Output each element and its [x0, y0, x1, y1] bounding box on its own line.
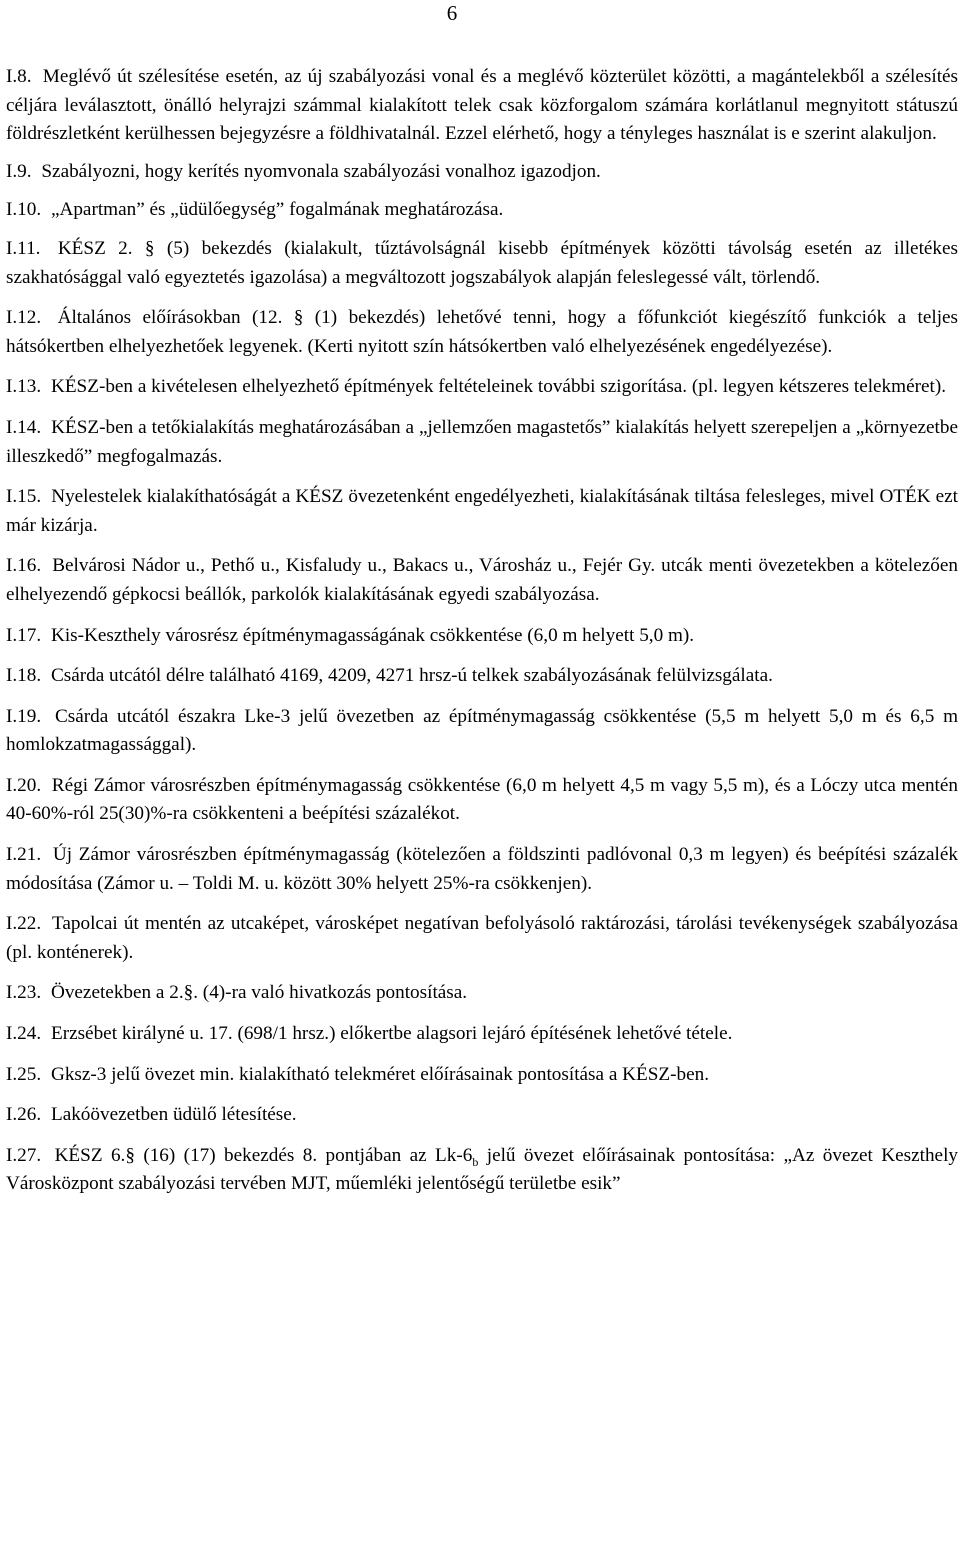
list-item [6, 1061, 958, 1090]
item-number: I.18. [6, 665, 42, 687]
item-text: Övezetekben a 2.§. (4)-ra való hivatkozás pontosítása. [50, 982, 468, 1004]
item-text: Szabályozni, hogy kerítés nyomvonala szabályozási vonalhoz igazodjon. [41, 160, 601, 182]
item-number: I.20. [6, 774, 42, 796]
item-number: I.24. [6, 1023, 42, 1045]
list-item [6, 1101, 958, 1130]
list-item [6, 304, 958, 361]
item-text: Belvárosi Nádor u., Pethő u., Kisfaludy u., Bakacs u., Városház u., Fejér Gy. utcák menti övezetekben a kötelezően elhelyezendő gépkocsi beállók, parkolók kialakításának egyedi szabályozása. [6, 555, 958, 605]
list-item [6, 63, 958, 149]
item-number: I.11. [6, 237, 41, 259]
item-text: KÉSZ-ben a tetőkialakítás meghatározásában a „jellemzően magastetős” kialakítás helyett szerepeljen a „környezetbe illeszkedő” megfogalmazás. [6, 416, 959, 467]
list-item [6, 552, 958, 609]
list-item [6, 483, 958, 540]
list-item [6, 235, 958, 292]
item-text: KÉSZ-ben a kivételesen elhelyezhető építmények feltételeinek további szigorítása. (pl. legyen kétszeres telekméret). [50, 376, 947, 398]
item-text: Új Zámor városrészben építménymagasság (kötelezően a földszinti padlóvonal 0,3 m legyen) és beépítési százalék módosítása (Zámor u. – Toldi M. u. között 30% helyett 25%-ra csökkenjen). [6, 844, 958, 894]
item-number: I.13. [6, 376, 42, 398]
document-body [6, 63, 958, 1211]
item-number: I.23. [6, 982, 42, 1004]
list-item [6, 1020, 958, 1049]
item-text: Kis-Keszthely városrész építménymagasságának csökkentése (6,0 m helyett 5,0 m). [50, 624, 695, 646]
list-item [6, 622, 958, 651]
item-text: Csárda utcától északra Lke-3 jelű övezetben az építménymagasság csökkentése (5,5 m helyett 5,0 m és 6,5 m homlokzatmagassággal). [6, 705, 958, 756]
item-text: Erzsébet királyné u. 17. (698/1 hrsz.) előkertbe alagsori lejáró építésének lehetővé tétele. [50, 1023, 733, 1045]
item-number: I.27. [6, 1144, 42, 1166]
item-number: I.19. [6, 705, 42, 727]
list-item [6, 662, 958, 691]
list-item [6, 772, 958, 829]
item-number: I.15. [6, 486, 42, 508]
item-text: „Apartman” és „üdülőegység” fogalmának meghatározása. [50, 199, 504, 221]
item-number: I.12. [6, 307, 42, 329]
item-number: I.22. [6, 913, 42, 935]
item-number: I.8. [6, 66, 32, 87]
item-text: Meglévő út szélesítése esetén, az új szabályozási vonal és a meglévő közterület közötti, a magántelekből a szélesítés céljára leválasztott, önálló helyrajzi számmal kialakított telek csak közforgalom számára korlátlanul megnyitott státuszú földrészletként kerülhessen bejegyzésre a földhivatalnál. Ezzel elérhető, hogy a tényleges használat is e szerint alakuljon. [6, 66, 959, 145]
item-text: Tapolcai út mentén az utcaképet, városképet negatívan befolyásoló raktározási, tárolási tevékenységek szabályozása (pl. konténerek). [6, 913, 958, 963]
item-text-continued: jelű övezet előírásainak pontosítása: „Az övezet Keszthely Városközpont szabályozási tervében MJT, műemléki jelentőségű területbe esik” [6, 1144, 958, 1195]
item-text: Régi Zámor városrészben építménymagasság csökkentése (6,0 m helyett 4,5 m vagy 5,5 m), és a Lóczy utca mentén 40-60%-ról 25(30)%-ra csökkenteni a beépítési százalékot. [6, 774, 958, 825]
item-text: KÉSZ 2. § (5) bekezdés (kialakult, tűztávolságnál kisebb építmények közötti távolság esetén az illetékes szakhatósággal való egyeztetés igazolása) a megváltozott jogszabályok alapján feleslegessé vált, törlendő. [6, 237, 958, 288]
list-item [6, 196, 958, 225]
list-item [6, 414, 958, 471]
list-item [6, 979, 958, 1008]
item-text: Általános előírásokban (12. § (1) bekezdés) lehetővé tenni, hogy a főfunkciót kiegészítő funkciók a teljes hátsókertben elhelyezhetőek legyenek. (Kerti nyitott szín hátsókertben való elhelyezésének engedélyezése). [6, 307, 959, 357]
item-number: I.26. [6, 1104, 42, 1126]
item-number: I.14. [6, 416, 42, 438]
item-text: Csárda utcától délre található 4169, 4209, 4271 hrsz-ú telkek szabályozásának felülvizsgálata. [50, 665, 773, 687]
item-number: I.21. [6, 844, 42, 866]
item-number: I.17. [6, 624, 42, 646]
list-item [6, 1142, 958, 1199]
list-item [6, 910, 958, 967]
page-number: 6 [446, 1, 458, 25]
item-number: I.10. [6, 199, 42, 221]
item-subscript: b [472, 1154, 479, 1169]
item-number: I.16. [6, 555, 42, 577]
item-text: Gksz-3 jelű övezet min. kialakítható telekméret előírásainak pontosítása a KÉSZ-ben. [50, 1063, 709, 1085]
list-item [6, 373, 958, 402]
item-number: I.25. [6, 1063, 42, 1085]
list-item [6, 703, 958, 760]
list-item [6, 158, 958, 187]
item-text: Nyelestelek kialakíthatóságát a KÉSZ övezetenként engedélyezheti, kialakításának tiltása felesleges, mivel OTÉK ezt már kizárja. [6, 486, 959, 536]
item-text: KÉSZ 6.§ (16) (17) bekezdés 8. pontjában az Lk-6 [54, 1144, 473, 1166]
item-text: Lakóövezetben üdülő létesítése. [50, 1104, 297, 1126]
list-item [6, 841, 958, 898]
item-number: I.9. [6, 160, 32, 182]
